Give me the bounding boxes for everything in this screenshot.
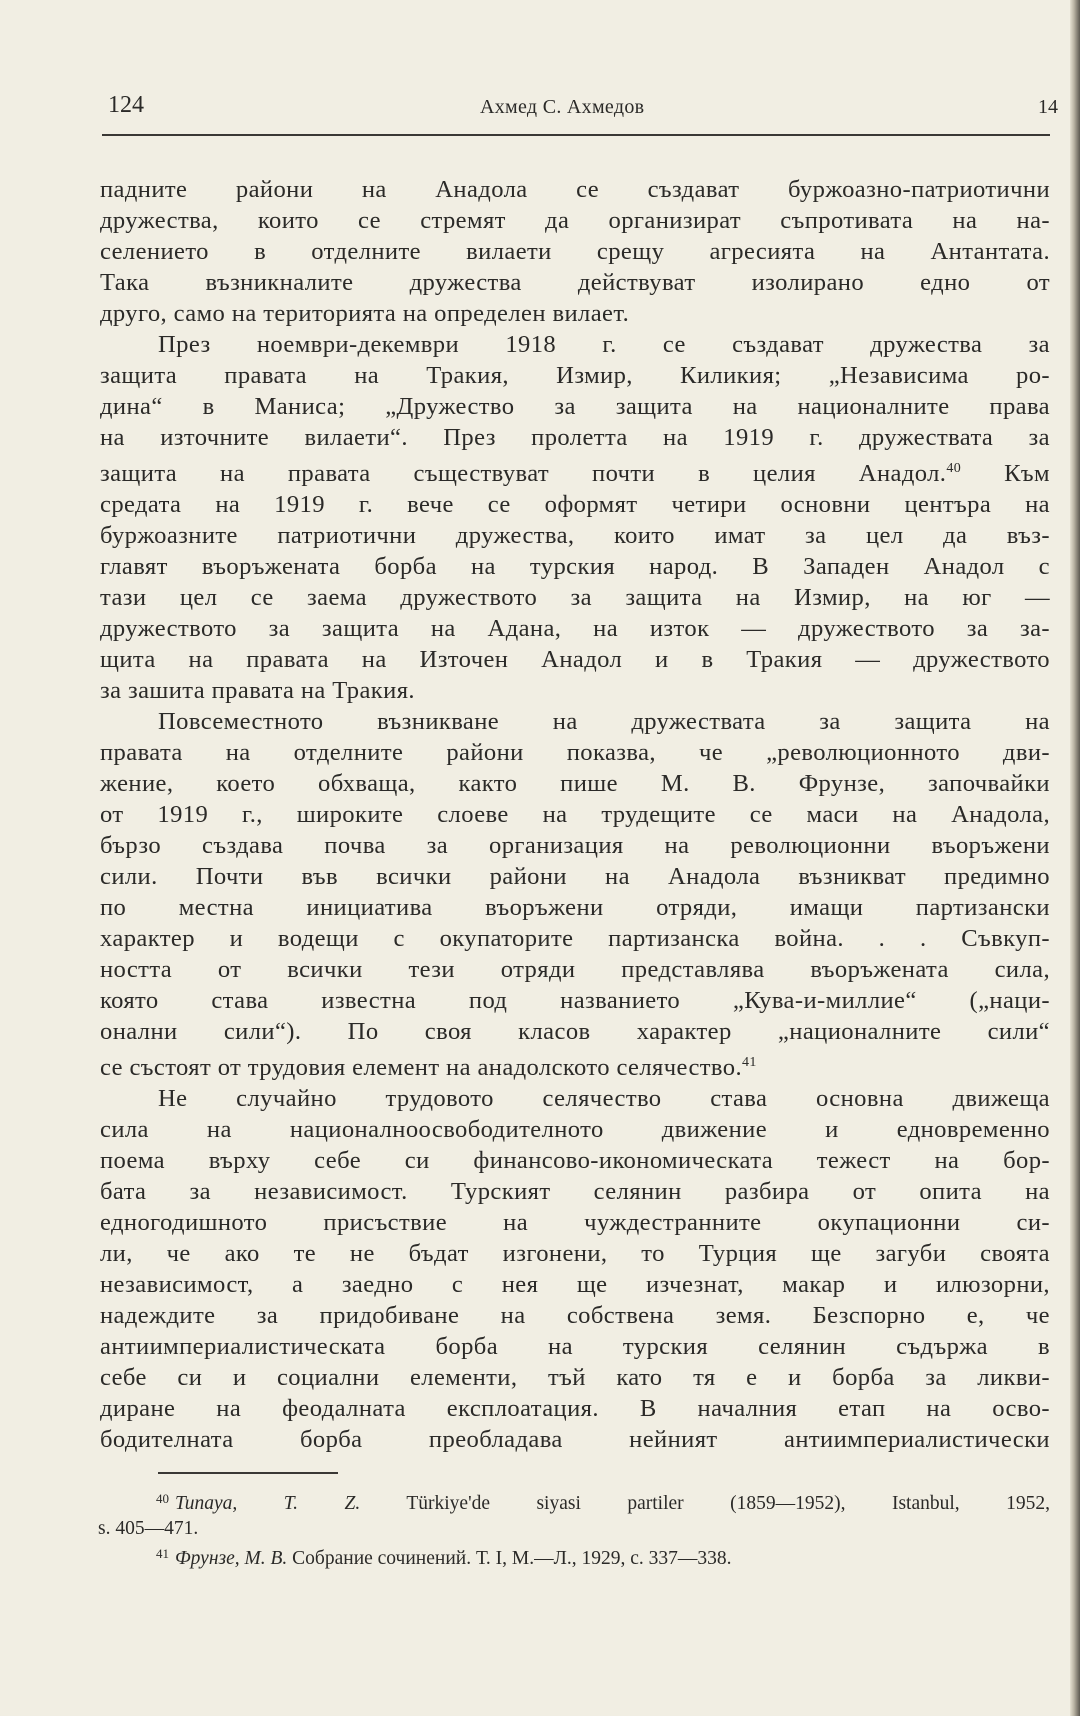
- text-line-content: независимост, а заедно с нея ще изчезнат, макар и илюзорни,: [100, 1271, 1050, 1298]
- footnote-40-continuation: s. 405—471.: [98, 1518, 199, 1539]
- footnote-author: Tunaya, T. Z.: [175, 1493, 361, 1514]
- text-line-content: поема върху себе си финансово-икономическата тежест на бор-: [100, 1147, 1050, 1174]
- text-line: [100, 453, 1050, 489]
- footnote-41: [98, 1541, 1050, 1571]
- text-line: [100, 1047, 1050, 1083]
- text-line-content: бързо създава почва за организация на революционни въоръжени: [100, 832, 1050, 859]
- text-line-content: дина“ в Маниса; „Дружество за защита на националните права: [100, 393, 1050, 420]
- footnote-reference: 40: [946, 461, 962, 476]
- footnote-reference: 41: [742, 1055, 757, 1070]
- text-line-content: за зашита правата на Тракия.: [100, 677, 415, 704]
- text-line-content: главят въоръжената борба на турския народ. В Западен Анадол с: [100, 553, 1050, 580]
- text-line-content: щита на правата на Източен Анадол и в Тракия — дружеството: [100, 646, 1050, 673]
- text-line: [100, 582, 1050, 613]
- text-line-content: надеждите за придобиване на собствена земя. Безспорно е, че: [100, 1302, 1050, 1329]
- page-number: 124: [108, 92, 144, 118]
- text-line-content: средата на 1919 г. вече се оформят четири основни центъра на: [100, 491, 1050, 518]
- text-line-content: едногодишното присъствие на чуждестранните окупационни си-: [100, 1209, 1050, 1236]
- text-line-content: бата за независимост. Турският селянин разбира от опита на: [100, 1178, 1050, 1205]
- text-line-content: себе си и социални елементи, тъй като тя е и борба за ликви-: [100, 1364, 1050, 1391]
- text-line-content: бодителната борба преобладава нейният антиимпериалистически: [100, 1426, 1050, 1453]
- text-line: [100, 1114, 1050, 1145]
- text-line: [100, 551, 1050, 582]
- text-line: [100, 1176, 1050, 1207]
- text-line: [100, 1083, 1050, 1114]
- text-line-content: ли, че ако те не бъдат изгонени, то Турция ще загуби своята: [100, 1240, 1050, 1267]
- text-line-content: по местна инициатива въоръжени отряди, имащи партизански: [100, 894, 1050, 921]
- text-line-content: онални сили“). По своя класов характер „националните сили“: [100, 1018, 1050, 1045]
- text-line: [100, 861, 1050, 892]
- text-line-content: сили. Почти във всички райони на Анадола възникват предимно: [100, 863, 1050, 890]
- text-line-content: дружества, които се стремят да организират съпротивата на на-: [100, 207, 1050, 234]
- footnotes: [98, 1486, 1050, 1571]
- text-line-content: жение, което обхваща, както пише М. В. Фрунзе, започвайки: [100, 770, 1050, 797]
- text-line-content: се състоят от трудовия елемент на анадолското селячество.: [100, 1054, 743, 1081]
- text-line: [100, 360, 1050, 391]
- text-line: [100, 391, 1050, 422]
- text-line: [100, 737, 1050, 768]
- text-line: [100, 236, 1050, 267]
- running-title: Ахмед С. Ахмедов: [480, 96, 645, 118]
- text-line: [100, 205, 1050, 236]
- text-line-content: от 1919 г., широките слоеве на трудещите се маси на Анадола,: [100, 801, 1050, 828]
- text-line: [100, 830, 1050, 861]
- text-line-content: защита правата на Тракия, Измир, Киликия; „Независима ро-: [100, 362, 1050, 389]
- footnote-40: [98, 1486, 1050, 1516]
- text-line-content: През ноември-декември 1918 г. се създават дружества за: [158, 331, 1050, 358]
- text-line-content: диране на феодалната експлоатация. В началния етап на осво-: [100, 1395, 1050, 1422]
- text-line: [100, 489, 1050, 520]
- text-line: [100, 644, 1050, 675]
- text-line: [100, 1238, 1050, 1269]
- text-line-content: дружеството за защита на Адана, на изток — дружеството за за-: [100, 615, 1050, 642]
- text-line: [100, 923, 1050, 954]
- text-line: [100, 267, 1050, 298]
- text-line: [100, 1269, 1050, 1300]
- footnote-author: Фрунзе, М. В.: [175, 1548, 288, 1569]
- text-line-content: защита на правата съществуват почти в целия Анадол.: [100, 460, 947, 487]
- text-line: [100, 422, 1050, 453]
- text-line-content: сила на националноосвободителното движение и едновременно: [100, 1116, 1050, 1143]
- text-line-content: която става известна под названието „Кува-и-миллие“ („наци-: [100, 987, 1050, 1014]
- footnote-mark: 40: [156, 1491, 169, 1506]
- text-line: [100, 799, 1050, 830]
- text-line-content: Повсеместното възникване на дружествата за защита на: [158, 708, 1050, 735]
- text-line-content: правата на отделните райони показва, че „революционното дви-: [100, 739, 1050, 766]
- header-rule: [102, 134, 1050, 136]
- text-line: [100, 892, 1050, 923]
- text-line: [100, 1424, 1050, 1455]
- text-line: [100, 174, 1050, 205]
- text-line-content: падните райони на Анадола се създават буржоазно-патриотични: [100, 176, 1050, 203]
- text-line-content: Не случайно трудовото селячество става основна движеща: [158, 1085, 1050, 1112]
- text-line: [100, 298, 1050, 329]
- footnote-text: Собрание сочинений. Т. I, М.—Л., 1929, с. 337—338.: [287, 1548, 732, 1569]
- text-line: [100, 1145, 1050, 1176]
- text-line-tail: Към: [961, 460, 1051, 487]
- text-line: [100, 329, 1050, 360]
- text-line: [100, 985, 1050, 1016]
- text-line: [100, 675, 1050, 706]
- text-line: [100, 706, 1050, 737]
- text-line: [100, 520, 1050, 551]
- footnote-rule: [158, 1472, 338, 1474]
- footnote-mark: 41: [156, 1546, 169, 1561]
- body-text: [100, 174, 1050, 1455]
- text-line-content: характер и водещи с окупаторите партизанска война. . . Съвкуп-: [100, 925, 1050, 952]
- text-line: [100, 954, 1050, 985]
- text-line: [100, 1393, 1050, 1424]
- text-line-content: тази цел се заема дружеството за защита на Измир, на юг —: [100, 584, 1050, 611]
- text-line: [100, 1362, 1050, 1393]
- text-line-content: на източните вилаети“. През пролетта на 1919 г. дружествата за: [100, 424, 1050, 451]
- text-line: [100, 1207, 1050, 1238]
- text-line-content: Така възникналите дружества действуват изолирано едно от: [100, 269, 1050, 296]
- footnote-text: Türkiye'de siyasi partiler (1859—1952), Istanbul, 1952,: [360, 1493, 1050, 1514]
- text-line: [100, 1300, 1050, 1331]
- page-header: [100, 92, 1058, 128]
- text-line: [100, 613, 1050, 644]
- text-line: [100, 768, 1050, 799]
- text-line-content: ността от всички тези отряди представлява въоръжената сила,: [100, 956, 1050, 983]
- text-line: [100, 1016, 1050, 1047]
- text-line: [100, 1331, 1050, 1362]
- text-line-content: друго, само на територията на определен вилает.: [100, 300, 630, 327]
- text-line-content: антиимпериалистическата борба на турския селянин съдържа в: [100, 1333, 1050, 1360]
- text-line-content: селението в отделните вилаети срещу агресията на Антантата.: [100, 238, 1050, 265]
- text-line-content: буржоазните патриотични дружества, които имат за цел да въз-: [100, 522, 1050, 549]
- margin-number: 14: [1038, 96, 1058, 118]
- page-edge-shadow: [1070, 0, 1080, 1716]
